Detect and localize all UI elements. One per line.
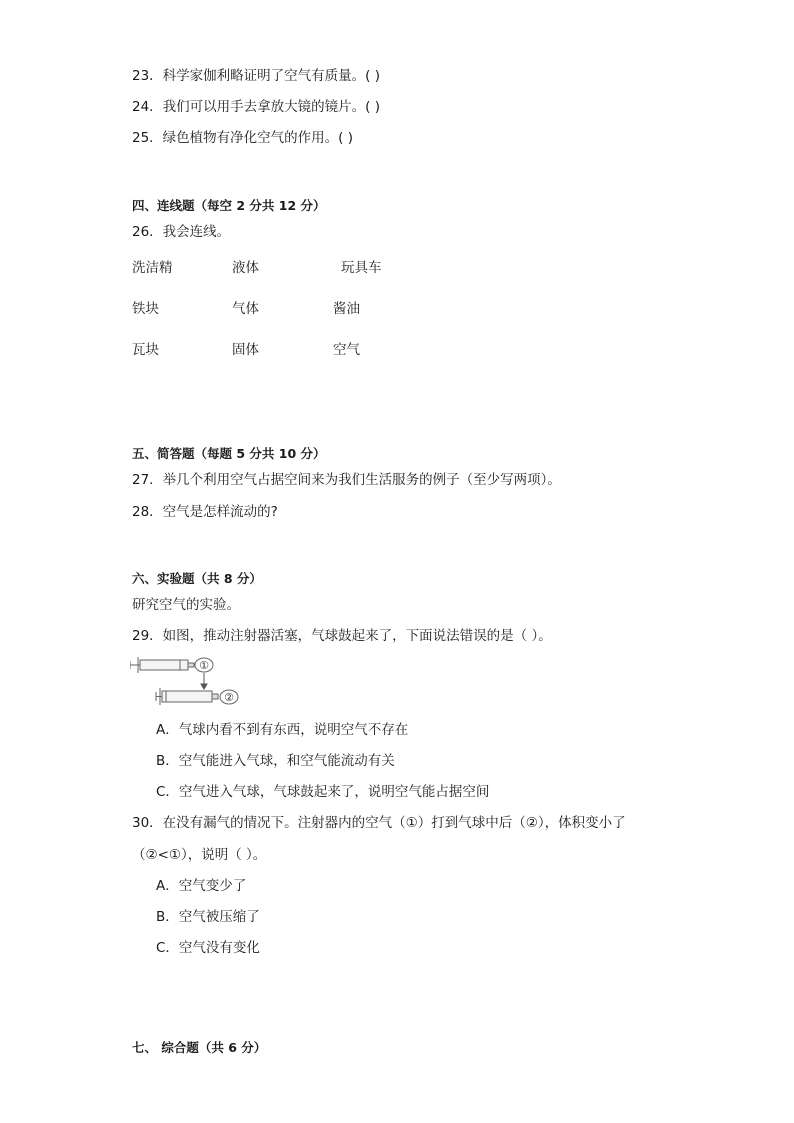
diagram-label-1: ① bbox=[199, 659, 209, 672]
syringe-balloon-diagram bbox=[130, 654, 242, 710]
question-30-line-2: （②<①），说明（ ）。 bbox=[132, 847, 267, 863]
match-item-mid-1: 液体 bbox=[232, 260, 259, 276]
q29-option-b: B．空气能进入气球，和空气能流动有关 bbox=[156, 753, 395, 769]
q29-option-c: C．空气进入气球，气球鼓起来了，说明空气能占据空间 bbox=[156, 784, 490, 800]
question-23: 23．科学家伽利略证明了空气有质量。( ) bbox=[132, 68, 381, 84]
match-item-mid-3: 固体 bbox=[232, 342, 259, 358]
question-24: 24．我们可以用手去拿放大镜的镜片。( ) bbox=[132, 99, 381, 115]
question-28: 28．空气是怎样流动的? bbox=[132, 504, 278, 520]
experiment-intro: 研究空气的实验。 bbox=[132, 597, 240, 613]
match-item-right-3: 空气 bbox=[333, 342, 360, 358]
diagram-label-2: ② bbox=[224, 691, 234, 704]
match-item-left-2: 铁块 bbox=[132, 301, 159, 317]
q30-option-b: B．空气被压缩了 bbox=[156, 909, 260, 925]
match-item-left-1: 洗洁精 bbox=[132, 260, 173, 276]
match-item-left-3: 瓦块 bbox=[132, 342, 159, 358]
match-item-right-2: 酱油 bbox=[333, 301, 360, 317]
arrow-down-icon bbox=[201, 673, 207, 689]
question-25: 25．绿色植物有净化空气的作用。( ) bbox=[132, 130, 354, 146]
question-30-line-1: 30．在没有漏气的情况下。注射器内的空气（①）打到气球中后（②），体积变小了 bbox=[132, 815, 626, 831]
q30-option-a: A．空气变少了 bbox=[156, 878, 247, 894]
section-7-heading: 七、 综合题（共 6 分） bbox=[132, 1040, 267, 1055]
q30-option-c: C．空气没有变化 bbox=[156, 940, 260, 956]
match-item-mid-2: 气体 bbox=[232, 301, 259, 317]
question-26: 26．我会连线。 bbox=[132, 224, 231, 240]
q29-option-a: A．气球内看不到有东西，说明空气不存在 bbox=[156, 722, 409, 738]
syringe-1-icon bbox=[130, 657, 194, 673]
question-29: 29．如图，推动注射器活塞，气球鼓起来了，下面说法错误的是（ ）。 bbox=[132, 628, 552, 644]
section-6-heading: 六、实验题（共 8 分） bbox=[132, 571, 262, 586]
syringe-2-icon bbox=[156, 688, 218, 705]
section-5-heading: 五、简答题（每题 5 分共 10 分） bbox=[132, 446, 326, 461]
section-4-heading: 四、连线题（每空 2 分共 12 分） bbox=[132, 198, 326, 213]
question-27: 27．举几个利用空气占据空间来为我们生活服务的例子（至少写两项）。 bbox=[132, 472, 561, 488]
match-item-right-1: 玩具车 bbox=[341, 260, 382, 276]
